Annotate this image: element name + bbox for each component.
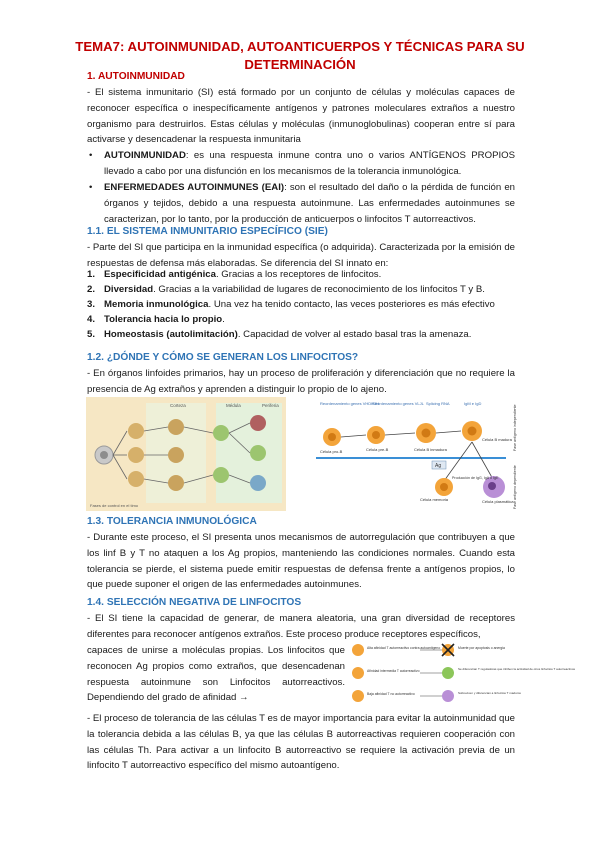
section-1-4-heading: 1.4. SELECCIÓN NEGATIVA DE LINFOCITOS xyxy=(87,597,302,608)
bullet-term: ENFERMEDADES AUTOINMUNES (EAI) xyxy=(104,182,285,193)
section-1-paragraph: - El sistema inmunitario (SI) está formado por un conjunto de células y moléculas capaces de reconocer específica o inespecíficamente antígenos y patrones moleculares extraños a nuestro organismo para destruirlos. Estas células y moléculas (inmunoglobulinas) cooperan entre sí para activarse y desencadenar la respuesta inmunitaria xyxy=(87,87,515,146)
bullet-dot: • xyxy=(89,182,93,193)
svg-text:Célula B inmadura: Célula B inmadura xyxy=(414,447,447,452)
svg-text:Baja afinidad T no autorreacti: Baja afinidad T no autorreactivo xyxy=(367,692,415,696)
section-1-4-paragraph-2: - El proceso de tolerancia de las células T es de mayor importancia para evitar la autoinmunidad que la tolerancia debida a las células B, ya que las células B autorreactivas requieren cooperación con las células Th. Para activar a un linfocito B autorreactivo se requiere la activación previa de un linfocito T autorreactivo específico del mismo autoantígeno. xyxy=(87,713,515,772)
title-line-1: TEMA7: AUTOINMUNIDAD, AUTOANTICUERPOS Y TÉCNICAS PARA SU xyxy=(75,39,525,54)
section-1-3-paragraph: - Durante este proceso, el SI presenta unos mecanismos de autorregulación que contribuyen a que los linf B y T no ataquen a los Ag propios, manteniendo las condiciones normales. Cuando esta tolerancia se pierde, el sistema puede emitir respuestas de defensa frente a antígenos propios, lo que puede suponer el origen de las enfermedades autoinmunes. xyxy=(87,532,515,591)
negative-selection-figure xyxy=(350,640,576,708)
svg-text:Afinidad intermedia T autorrea: Afinidad intermedia T autorreactivo xyxy=(367,669,420,673)
svg-text:Fase antígeno dependiente: Fase antígeno dependiente xyxy=(513,465,517,509)
page-title xyxy=(60,38,540,74)
svg-text:IgM e IgD: IgM e IgD xyxy=(464,401,482,406)
svg-text:Muerte por apoptosis o anergia: Muerte por apoptosis o anergia xyxy=(458,646,505,650)
section-1-3-heading: 1.3. TOLERANCIA INMUNOLÓGICA xyxy=(87,516,257,527)
svg-text:Fase antígeno independiente: Fase antígeno independiente xyxy=(513,404,517,451)
svg-text:Célula memoria: Célula memoria xyxy=(420,497,449,502)
thymus-development-figure xyxy=(86,397,286,511)
section-1-2-paragraph: - En órganos linfoides primarios, hay un proceso de proliferación y diferenciación que no requiere la presencia de Ag extraños y aprenden a distinguir lo propio de lo ajeno. xyxy=(87,368,515,395)
svg-text:Célula plasmática: Célula plasmática xyxy=(482,499,514,504)
section-1-2-heading: 1.2. ¿DÓNDE Y CÓMO SE GENERAN LOS LINFOCITOS? xyxy=(87,352,359,363)
list-item: 2. Diversidad. Gracias a la variabilidad de lugares de reconocimiento de los linfocitos T y B. xyxy=(87,284,485,295)
svg-text:Célula B madura: Célula B madura xyxy=(482,437,512,442)
bullet-text: : es una respuesta inmune contra uno o varios ANTÍGENOS PROPIOS llevado a cabo por una disfunción en los mecanismos de la tolerancia inmunológica. xyxy=(104,150,515,177)
list-item: 4. Tolerancia hacia lo propio. xyxy=(87,314,225,325)
section-1-1-heading: 1.1. EL SISTEMA INMUNITARIO ESPECÍFICO (SIE) xyxy=(87,226,328,237)
svg-text:Producción de IgG, IgA o IgE: Producción de IgG, IgA o IgE xyxy=(452,476,499,480)
svg-text:Célula pre-B: Célula pre-B xyxy=(366,447,389,452)
bullet-autoinmunidad xyxy=(87,148,515,180)
section-1-4-paragraph-narrow: capaces de unirse a moléculas propias. Los linfocitos que reconocen Ag propios como extraños, que desencadenan respuesta autoinmune son Linfocitos autorreactivos. Dependiendo del grado de afinidad → xyxy=(87,645,345,704)
svg-text:Alta afinidad T autorreactivo: Alta afinidad T autorreactivo contra autoantígeno xyxy=(367,646,441,650)
list-item: 1. Especificidad antigénica. Gracias a los receptores de linfocitos. xyxy=(87,269,382,280)
svg-text:Reordenamiento genes VHDHJH: Reordenamiento genes VHDHJH xyxy=(320,401,379,406)
svg-text:Célula pro-B: Célula pro-B xyxy=(320,449,343,454)
bullet-dot: • xyxy=(89,150,93,161)
col-periferia-label: Periferia xyxy=(262,403,279,408)
bullet-term: AUTOINMUNIDAD xyxy=(104,150,186,161)
svg-text:Reordenamiento genes VLJL: Reordenamiento genes VLJL xyxy=(372,401,424,406)
list-item: 3. Memoria inmunológica. Una vez ha tenido contacto, las veces posteriores es más efectivo xyxy=(87,299,495,310)
col-corteza-label: Corteza xyxy=(170,403,186,408)
section-1-heading: 1. AUTOINMUNIDAD xyxy=(87,71,185,82)
figure-caption: Fases de control en el timo xyxy=(90,503,139,508)
title-line-2: DETERMINACIÓN xyxy=(244,57,356,72)
bullet-eai xyxy=(87,180,515,227)
section-1-1-paragraph: - Parte del SI que participa en la inmunidad específica (o adquirida). Caracterizada por la emisión de respuestas de defensa más elaboradas. Se diferencia del SI innato en: xyxy=(87,242,515,269)
antigen-label: Ag xyxy=(435,463,442,469)
col-medula-label: Médula xyxy=(226,403,241,408)
bullet-text: : son el resultado del daño o la pérdida de función en órganos y tejidos, debido a una respuesta autoinmune. Las enfermedades autoinmunes se caracterizan, por lo tanto, por la producción de anticuerpos o linfocitos T autorreactivos. xyxy=(104,182,515,225)
svg-text:Splicing RNA: Splicing RNA xyxy=(426,401,450,406)
bcell-development-figure xyxy=(314,397,528,511)
list-item: 5. Homeostasis (autolimitación). Capacidad de volver al estado basal tras la amenaza. xyxy=(87,329,472,340)
svg-text:Sobreviven y diferencian a lin: Sobreviven y diferencian a linfocitos T maduros xyxy=(458,691,521,695)
section-1-4-paragraph-full: - El SI tiene la capacidad de generar, de manera aleatoria, una gran diversidad de receptores diferentes para reconocer antígenos extraños. Este proceso produce receptores específicos, xyxy=(87,613,515,640)
svg-text:Se diferencian T reguladoras q: Se diferencian T reguladoras que inhiben la actividad de otros linfocitos T autorreactivos xyxy=(458,667,576,671)
